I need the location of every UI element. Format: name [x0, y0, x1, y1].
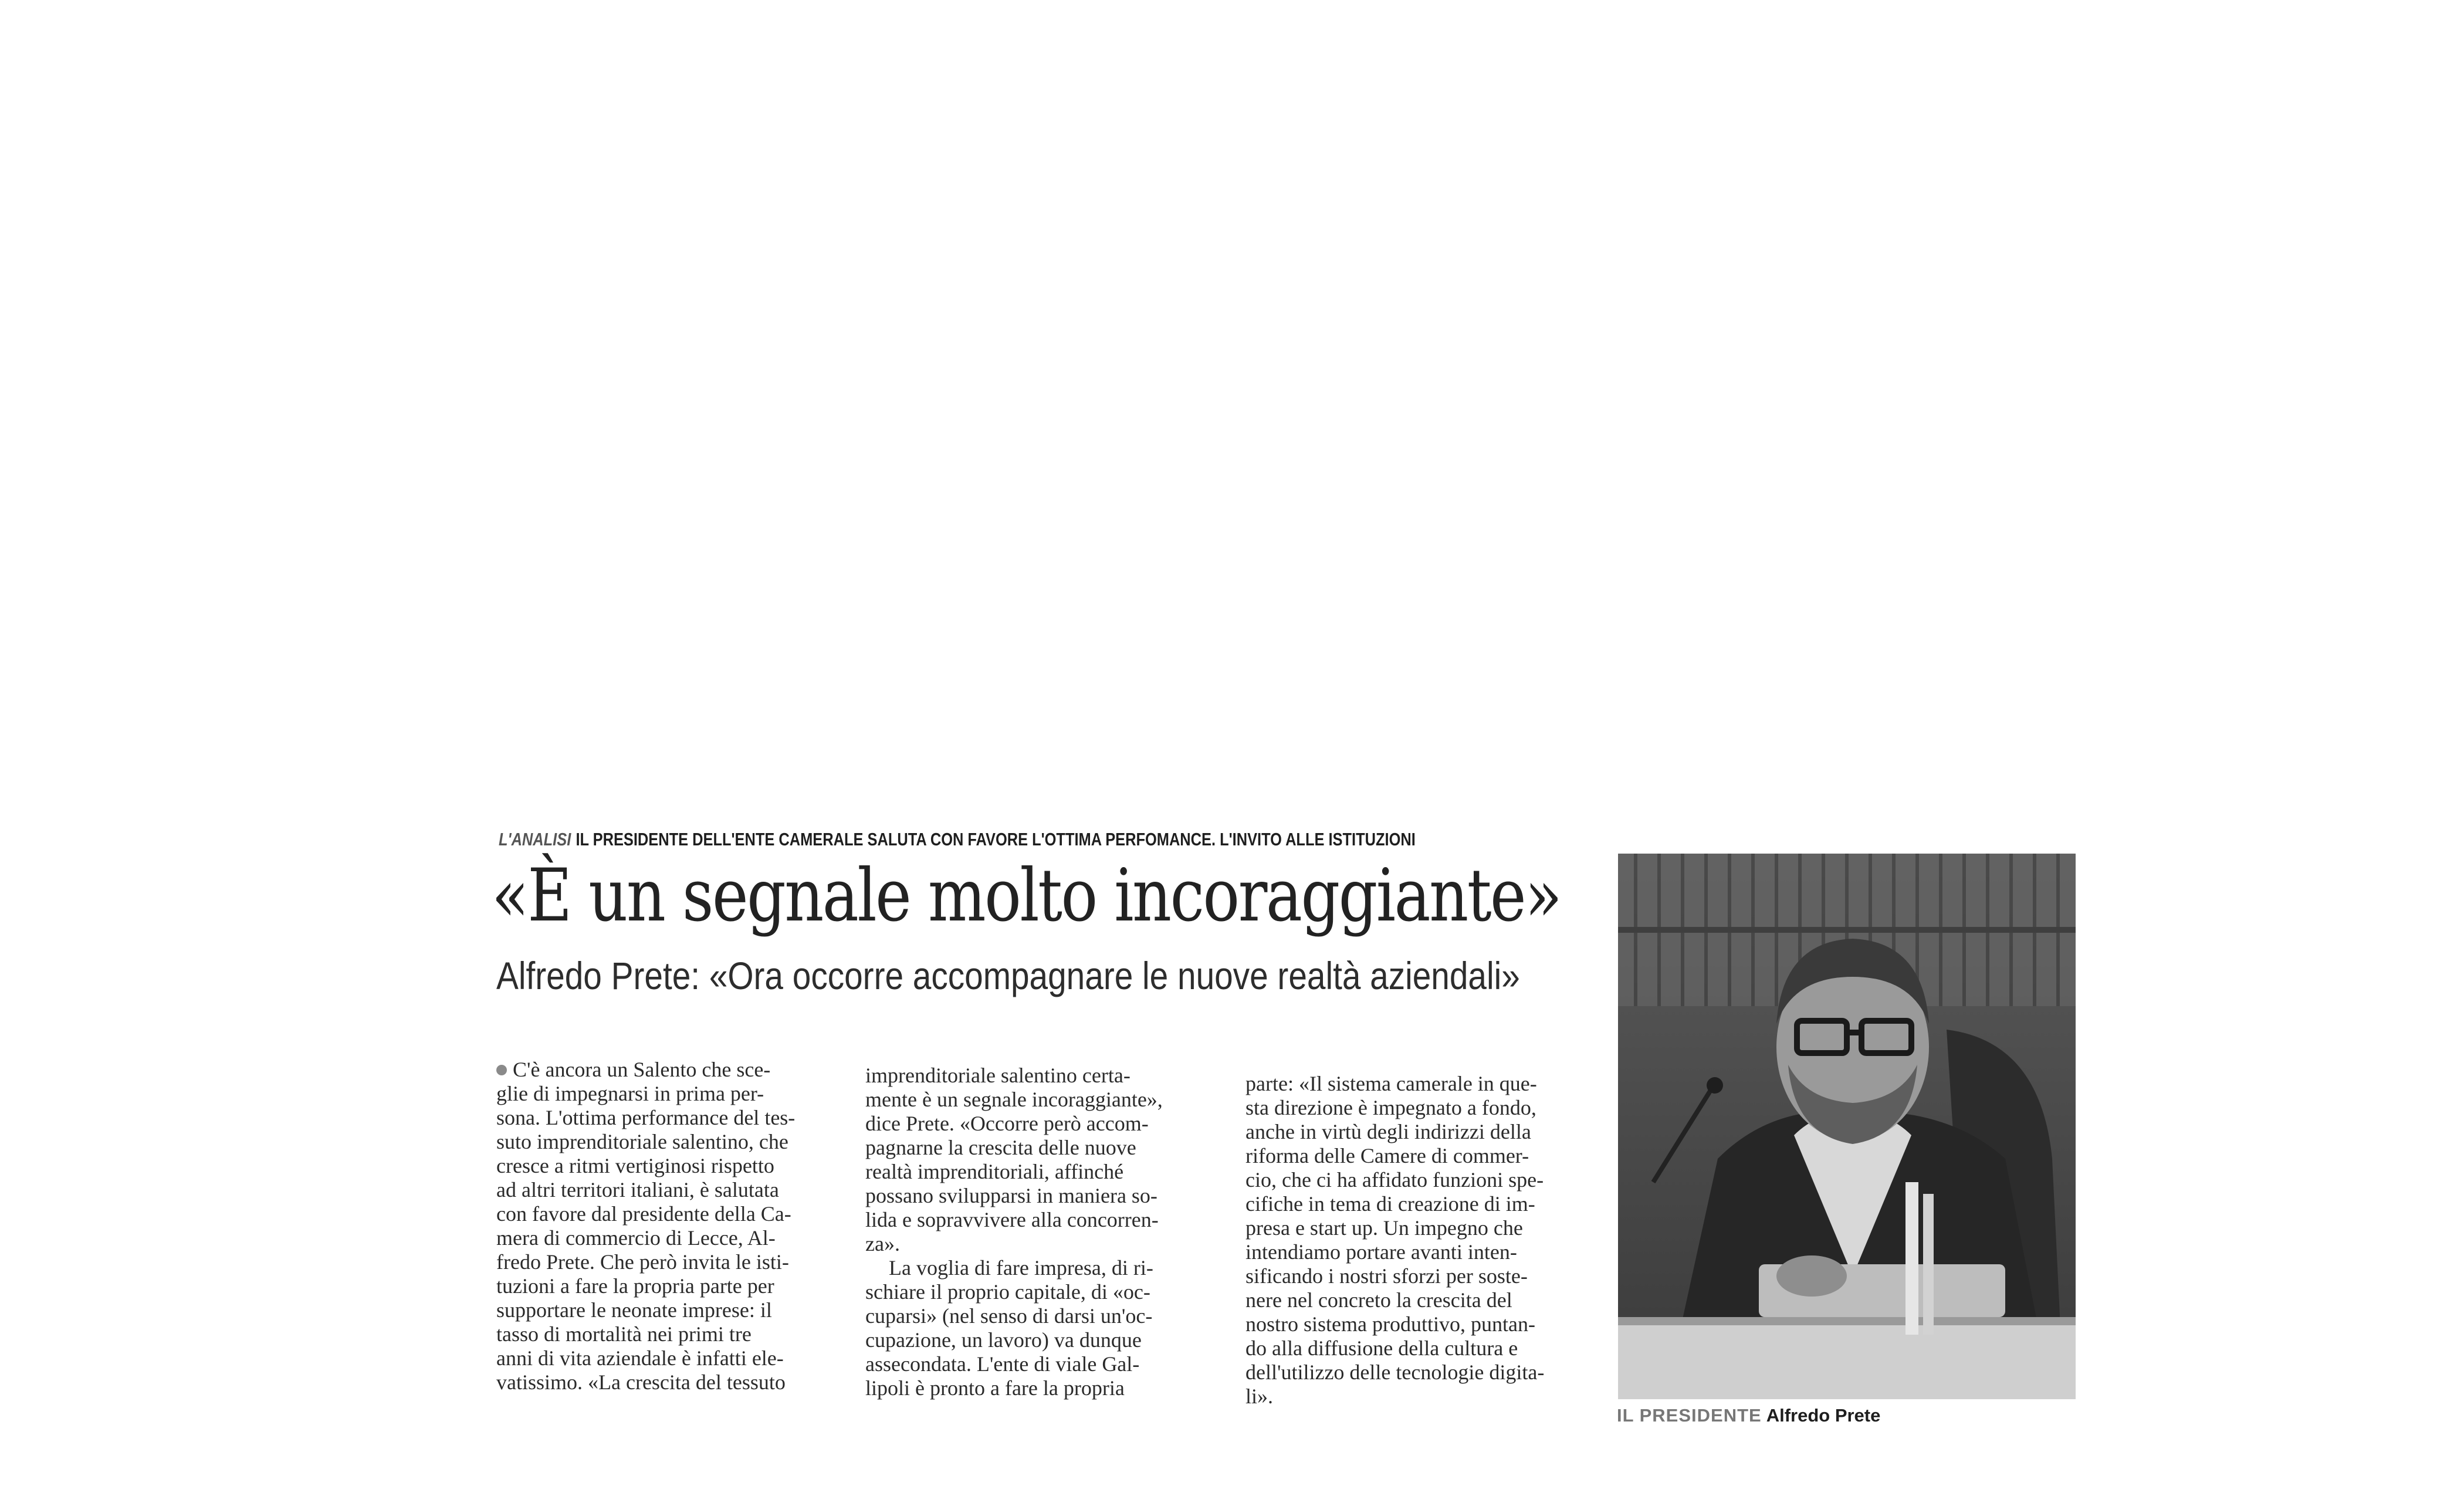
text-line: suto imprenditoriale salentino, che [496, 1130, 788, 1153]
text-line: imprenditoriale salentino certa- [865, 1064, 1131, 1087]
kicker-rubric: L'ANALISI [499, 829, 571, 849]
portrait-image [1618, 854, 2076, 1399]
text-line: parte: «Il sistema camerale in que- [1245, 1072, 1537, 1095]
text-line: supportare le neonate imprese: il [496, 1298, 772, 1322]
text-line: nere nel concreto la crescita del [1245, 1288, 1512, 1312]
photo-caption [1617, 1405, 1880, 1426]
text-line: cuparsi» (nel senso di darsi un'oc- [865, 1304, 1153, 1328]
text-line: tuzioni a fare la propria parte per [496, 1274, 774, 1298]
article-headline: «È un segnale molto incoraggiante» [492, 854, 1561, 938]
text-line: glie di impegnarsi in prima per- [496, 1082, 764, 1105]
text-line: cio, che ci ha affidato funzioni spe- [1245, 1168, 1544, 1192]
text-line: sta direzione è impegnato a fondo, [1245, 1096, 1536, 1119]
article-column-1 [496, 1058, 831, 1395]
bullet-icon [496, 1065, 507, 1075]
text-line: ad altri territori italiani, è salutata [496, 1178, 779, 1201]
president-photo [1618, 854, 2076, 1399]
text-line: za». [865, 1232, 900, 1255]
text-line: tasso di mortalità nei primi tre [496, 1322, 752, 1346]
text-line: possano svilupparsi in maniera so- [865, 1184, 1157, 1207]
text-line: intendiamo portare avanti inten- [1245, 1240, 1517, 1264]
text-line: cresce a ritmi vertiginosi rispetto [496, 1154, 774, 1177]
text-line: anni di vita aziendale è infatti ele- [496, 1346, 784, 1370]
text-line: sona. L'ottima performance del tes- [496, 1106, 796, 1129]
text-line: mera di commercio di Lecce, Al- [496, 1226, 776, 1250]
article-subheadline: Alfredo Prete: «Ora occorre accompagnare le nuove realtà aziendali» [496, 954, 1520, 997]
article-kicker [499, 829, 1416, 850]
article-column-2 [865, 1064, 1200, 1400]
caption-name: Alfredo Prete [1766, 1405, 1881, 1426]
text-line: anche in virtù degli indirizzi della [1245, 1120, 1531, 1143]
text-line: vatissimo. «La crescita del tessuto [496, 1370, 786, 1394]
newspaper-clipping [492, 818, 2081, 1440]
text-line: C'è ancora un Salento che sce- [496, 1058, 831, 1082]
text-line: pagnarne la crescita delle nuove [865, 1136, 1136, 1159]
text-line: cupazione, un lavoro) va dunque [865, 1328, 1142, 1352]
text-line: lipoli è pronto a fare la propria [865, 1376, 1125, 1400]
text-line: schiare il proprio capitale, di «oc- [865, 1280, 1150, 1304]
text-line: con favore dal presidente della Ca- [496, 1202, 791, 1226]
text-line: mente è un segnale incoraggiante», [865, 1088, 1163, 1111]
paragraph [865, 1064, 1200, 1256]
text-line: La voglia di fare impresa, di ri- [889, 1256, 1153, 1280]
caption-label: IL PRESIDENTE [1617, 1405, 1762, 1426]
text-line: lida e sopravvivere alla concorren- [865, 1208, 1159, 1231]
kicker-text: IL PRESIDENTE DELL'ENTE CAMERALE SALUTA CON FAVORE L'OTTIMA PERFOMANCE. L'INVITO ALLE ISTITUZIONI [576, 829, 1416, 849]
text-line: riforma delle Camere di commer- [1245, 1144, 1529, 1167]
text-line: sificando i nostri sforzi per soste- [1245, 1264, 1528, 1288]
paragraph [496, 1058, 831, 1395]
article-column-3 [1245, 1072, 1580, 1409]
text-line: nostro sistema produttivo, puntan- [1245, 1312, 1535, 1336]
text-line: assecondata. L'ente di viale Gal- [865, 1352, 1140, 1376]
paragraph [865, 1256, 1200, 1400]
text-line: dice Prete. «Occorre però accom- [865, 1112, 1149, 1135]
text-line: realtà imprenditoriali, affinché [865, 1160, 1124, 1183]
text-line: presa e start up. Un impegno che [1245, 1216, 1523, 1240]
text-line: fredo Prete. Che però invita le isti- [496, 1250, 789, 1274]
paragraph [1245, 1072, 1580, 1409]
text-line: cifiche in tema di creazione di im- [1245, 1192, 1535, 1216]
text-line: do alla diffusione della cultura e [1245, 1336, 1518, 1360]
text-line: li». [1245, 1385, 1274, 1408]
text-line: dell'utilizzo delle tecnologie digita- [1245, 1360, 1545, 1384]
